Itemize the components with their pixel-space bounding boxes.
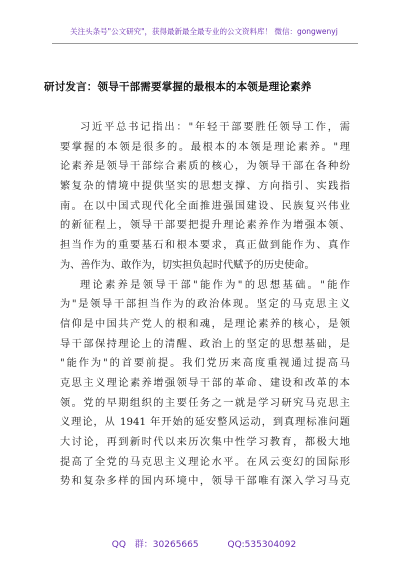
- text-line: 导干部保持理论上的清醒、政治上的坚定的思想基础，是: [60, 338, 350, 350]
- header-note: 关注头条号"公文研究"，获得最新最全最专业的公文资料库！ 微信：gongwenyj: [70, 27, 338, 36]
- text-line: "能作为"的首要前提。我们党历来高度重视通过提高马: [60, 358, 350, 370]
- footer-note: [0, 537, 408, 550]
- text-line: 的新征程上，领导干部要把提升理论素养作为增强本领、: [60, 220, 350, 232]
- text-line: 提高了全党的马克思主义理论水平。在风云变幻的国际形: [60, 456, 350, 468]
- qq-group-label: QQ 群：30265665: [111, 540, 199, 550]
- page-title: 研讨发言：领导干部需要掌握的最根本的本领是理论素养: [44, 81, 312, 93]
- text-line: 为"是领导干部担当作为的政治体现。坚定的马克思主义: [60, 299, 350, 311]
- paragraph-2: [60, 276, 350, 493]
- text-line: 为、善作为、敢作为，切实担负起时代赋予的历史使命。: [60, 259, 315, 271]
- text-line: 义理论，从 1941 年开始的延安整风运动，到真理标准问题: [60, 417, 350, 429]
- text-line: 领。党的早期组织的主要任务之一就是学习研究马克思主: [60, 397, 350, 409]
- text-line: 大讨论，再到新时代以来历次集中性学习教育，都极大地: [60, 437, 350, 448]
- header-divider: [52, 43, 358, 44]
- text-line: 担当作为的重要基石和根本要求，真正做到能作为、真作: [60, 240, 350, 252]
- qq-label: QQ:535304092: [227, 540, 297, 550]
- text-line: 要掌握的本领是很多的。最根本的本领是理论素养。"理: [60, 141, 350, 153]
- text-line: 习近平总书记指出："年轻干部要胜任领导工作，需: [80, 122, 350, 133]
- text-line: 繁复杂的情境中提供坚实的思想支撑、方向指引、实践指: [60, 181, 350, 193]
- paragraph-1: [60, 118, 350, 276]
- text-line: 论素养是领导干部综合素质的核心，为领导干部在各种纷: [60, 161, 350, 173]
- text-line: 信仰是中国共产党人的根和魂，是理论素养的核心，是领: [60, 318, 350, 330]
- text-line: 克思主义理论素养增强领导干部的革命、建设和改革的本: [60, 377, 350, 389]
- text-line: 理论素养是领导干部"能作为"的思想基础。"能作: [80, 279, 350, 291]
- document-body: [60, 118, 350, 492]
- text-line: 南。在以中国式现代化全面推进强国建设、民族复兴伟业: [60, 200, 350, 212]
- text-line: 势和复杂多样的国内环境中，领导干部唯有深入学习马克: [60, 476, 350, 488]
